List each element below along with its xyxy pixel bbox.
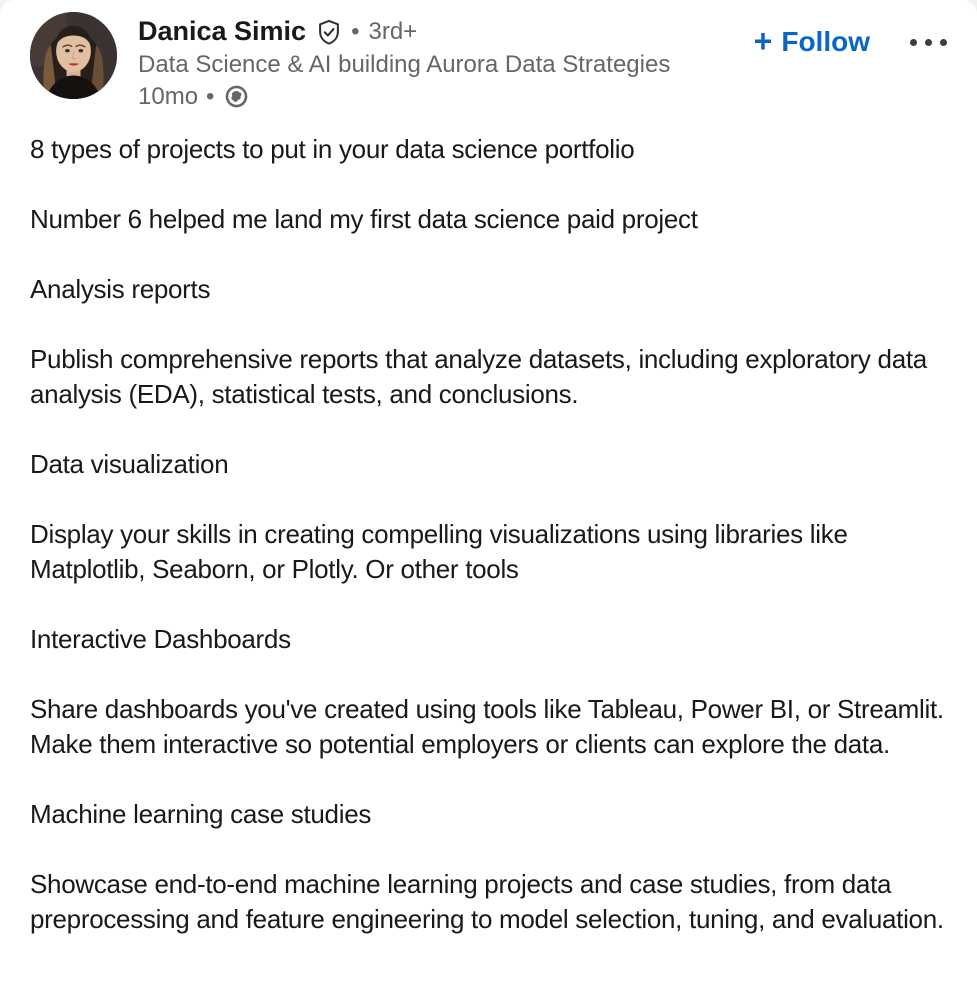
post-paragraph: 8 types of projects to put in your data science portfolio <box>30 133 635 164</box>
post-paragraph: Number 6 helped me land my first data science paid project <box>30 203 698 234</box>
post-paragraph: Publish comprehensive reports that analyze datasets, including exploratory data analysis (EDA), statistical tests, and conclusions. <box>30 343 927 409</box>
author-name-row <box>138 17 748 47</box>
three-dots-icon <box>910 39 917 46</box>
post-paragraph: Data visualization <box>30 448 229 479</box>
connection-degree: 3rd+ <box>368 17 418 45</box>
post-paragraph: Interactive Dashboards <box>30 623 291 654</box>
more-options-button[interactable] <box>906 29 951 56</box>
follow-button[interactable] <box>748 22 876 62</box>
three-dots-icon <box>925 39 932 46</box>
author-headline: Data Science & AI building Aurora Data Strategies <box>138 50 671 78</box>
author-meta <box>138 12 748 111</box>
follow-button-label: Follow <box>781 26 870 57</box>
avatar-photo <box>30 12 117 99</box>
post-paragraph: Machine learning case studies <box>30 798 372 829</box>
author-avatar[interactable] <box>30 12 117 99</box>
post-timestamp: 10mo <box>138 82 199 110</box>
author-name[interactable]: Danica Simic <box>138 16 307 46</box>
plus-icon: + <box>753 23 773 59</box>
post-body-text <box>0 111 977 937</box>
post-paragraph: Display your skills in creating compelling visualizations using libraries like Matplotlib, Seaborn, or Plotly. Or other tools <box>30 518 848 584</box>
separator-dot: • <box>351 17 360 45</box>
three-dots-icon <box>940 39 947 46</box>
separator-dot: • <box>206 82 215 110</box>
post-paragraph: Showcase end-to-end machine learning projects and case studies, from data preprocessing and feature engineering to model selection, tuning, and evaluation. <box>30 868 944 934</box>
verified-shield-icon <box>316 19 342 45</box>
post-time-row <box>138 83 748 111</box>
post-paragraph: Share dashboards you've created using tools like Tableau, Power BI, or Streamlit. Make them interactive so potential employers or clients can explore the data. <box>30 693 944 759</box>
post-header <box>0 0 977 111</box>
globe-icon <box>224 84 249 109</box>
header-actions <box>748 12 951 62</box>
post-paragraph: Analysis reports <box>30 273 211 304</box>
